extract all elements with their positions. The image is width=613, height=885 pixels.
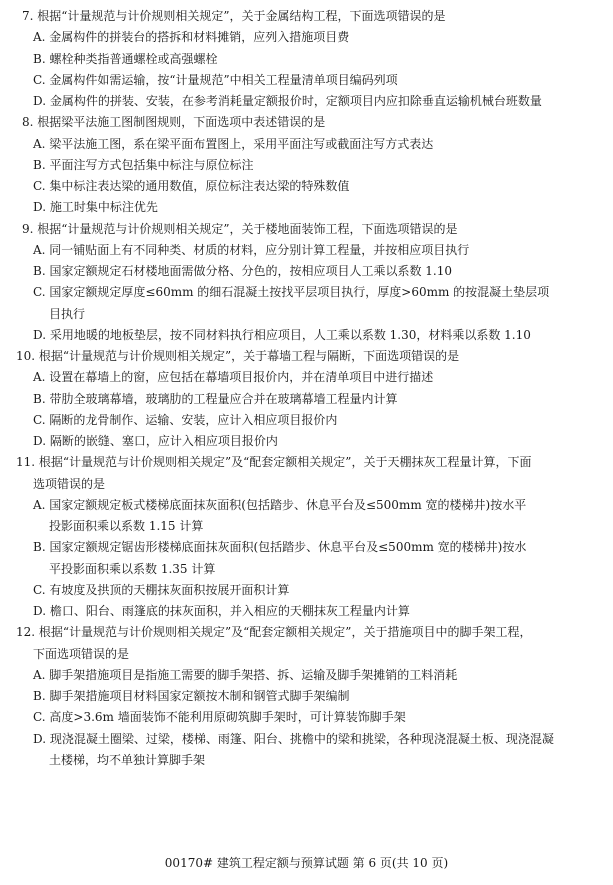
answer-option: A. 国家定额规定板式楼梯底面抹灰面积(包括踏步、休息平台及≤500mm 宽的楼梯井)按水平 — [33, 497, 527, 512]
answer-option: D. 施工时集中标注优先 — [33, 200, 158, 215]
page-footer: 00170# 建筑工程定额与预算试题 第 6 页(共 10 页) — [164, 856, 449, 870]
answer-option: B. 国家定额规定锯齿形楼梯底面抹灰面积(包括踏步、休息平台及≤500mm 宽的楼梯井)按水 — [33, 540, 527, 555]
question-stem: 8. 根据梁平法施工图制图规则，下面选项中表述错误的是 — [22, 115, 326, 130]
answer-option: A. 脚手架措施项目是指施工需要的脚手架搭、拆、运输及脚手架摊销的工料消耗 — [33, 667, 458, 682]
answer-option: B. 螺栓种类指普通螺栓或高强螺栓 — [33, 51, 218, 66]
answer-option: D. 金属构件的拼装、安装，在参考消耗量定额报价时，定额项目内应扣除垂直运输机械台班数量 — [33, 94, 542, 108]
question-stem: 9. 根据“计量规范与计价规则相关规定”，关于楼地面装饰工程，下面选项错误的是 — [22, 221, 458, 236]
answer-option: B. 国家定额规定石材楼地面需做分格、分色的，按相应项目人工乘以系数 1.10 — [33, 264, 452, 278]
answer-option: C. 高度>3.6m 墙面装饰不能利用原砌筑脚手架时，可计算装饰脚手架 — [33, 710, 406, 725]
question-stem: 11. 根据“计量规范与计价规则相关规定”及“配套定额相关规定”，关于天棚抹灰工程量计算，下面 — [16, 455, 532, 470]
answer-option: A. 金属构件的拼装台的搭拆和材料摊销，应列入措施项目费 — [33, 30, 350, 45]
answer-option: B. 带肋全玻璃幕墙，玻璃肋的工程量应合并在玻璃幕墙工程量内计算 — [33, 391, 398, 406]
answer-option: A. 设置在幕墙上的窗，应包括在幕墙项目报价内，并在清单项目中进行描述 — [33, 370, 434, 385]
answer-option: B. 平面注写方式包括集中标注与原位标注 — [33, 157, 254, 172]
answer-option: D. 采用地暖的地板垫层，按不同材料执行相应项目，人工乘以系数 1.30，材料乘以系数 1.10 — [33, 327, 531, 342]
answer-option: D. 檐口、阳台、雨篷底的抹灰面积，并入相应的天棚抹灰工程量内计算 — [33, 604, 410, 618]
answer-option: C. 隔断的龙骨制作、运输、安装，应计入相应项目报价内 — [33, 412, 338, 427]
answer-option: C. 有坡度及拱顶的天棚抹灰面积按展开面积计算 — [33, 582, 290, 597]
answer-option-continuation: 平投影面积乘以系数 1.35 计算 — [49, 561, 216, 576]
answer-option: C. 金属构件如需运输，按“计量规范”中相关工程量清单项目编码列项 — [33, 72, 398, 87]
answer-option: C. 国家定额规定厚度≤60mm 的细石混凝土按找平层项目执行，厚度>60mm 的按混凝土垫层项 — [33, 285, 550, 300]
answer-option: D. 现浇混凝土圈梁、过梁，楼梯、雨篷、阳台、挑檐中的梁和挑梁，各种现浇混凝土板、现浇混凝 — [33, 731, 554, 746]
answer-option-continuation: 土楼梯，均不单独计算脚手架 — [49, 752, 206, 767]
question-stem-continuation: 选项错误的是 — [33, 476, 106, 491]
question-stem: 10. 根据“计量规范与计价规则相关规定”，关于幕墙工程与隔断，下面选项错误的是 — [16, 349, 460, 363]
answer-option-continuation: 目执行 — [49, 306, 86, 321]
question-stem-continuation: 下面选项错误的是 — [33, 646, 130, 661]
question-stem: 7. 根据“计量规范与计价规则相关规定”，关于金属结构工程，下面选项错误的是 — [22, 9, 446, 23]
answer-option-continuation: 投影面积乘以系数 1.15 计算 — [49, 519, 204, 533]
answer-option: B. 脚手架措施项目材料国家定额按木制和钢管式脚手架编制 — [33, 689, 350, 703]
answer-option: D. 隔断的嵌缝、塞口，应计入相应项目报价内 — [33, 434, 278, 448]
answer-option: C. 集中标注表达梁的通用数值，原位标注表达梁的特殊数值 — [33, 179, 350, 193]
answer-option: A. 同一铺贴面上有不同种类、材质的材料，应分别计算工程量，并按相应项目执行 — [33, 242, 470, 257]
question-stem: 12. 根据“计量规范与计价规则相关规定”及“配套定额相关规定”，关于措施项目中的脚手架工程， — [16, 625, 532, 640]
answer-option: A. 梁平法施工图，系在梁平面布置图上，采用平面注写或截面注写方式表达 — [33, 136, 434, 151]
